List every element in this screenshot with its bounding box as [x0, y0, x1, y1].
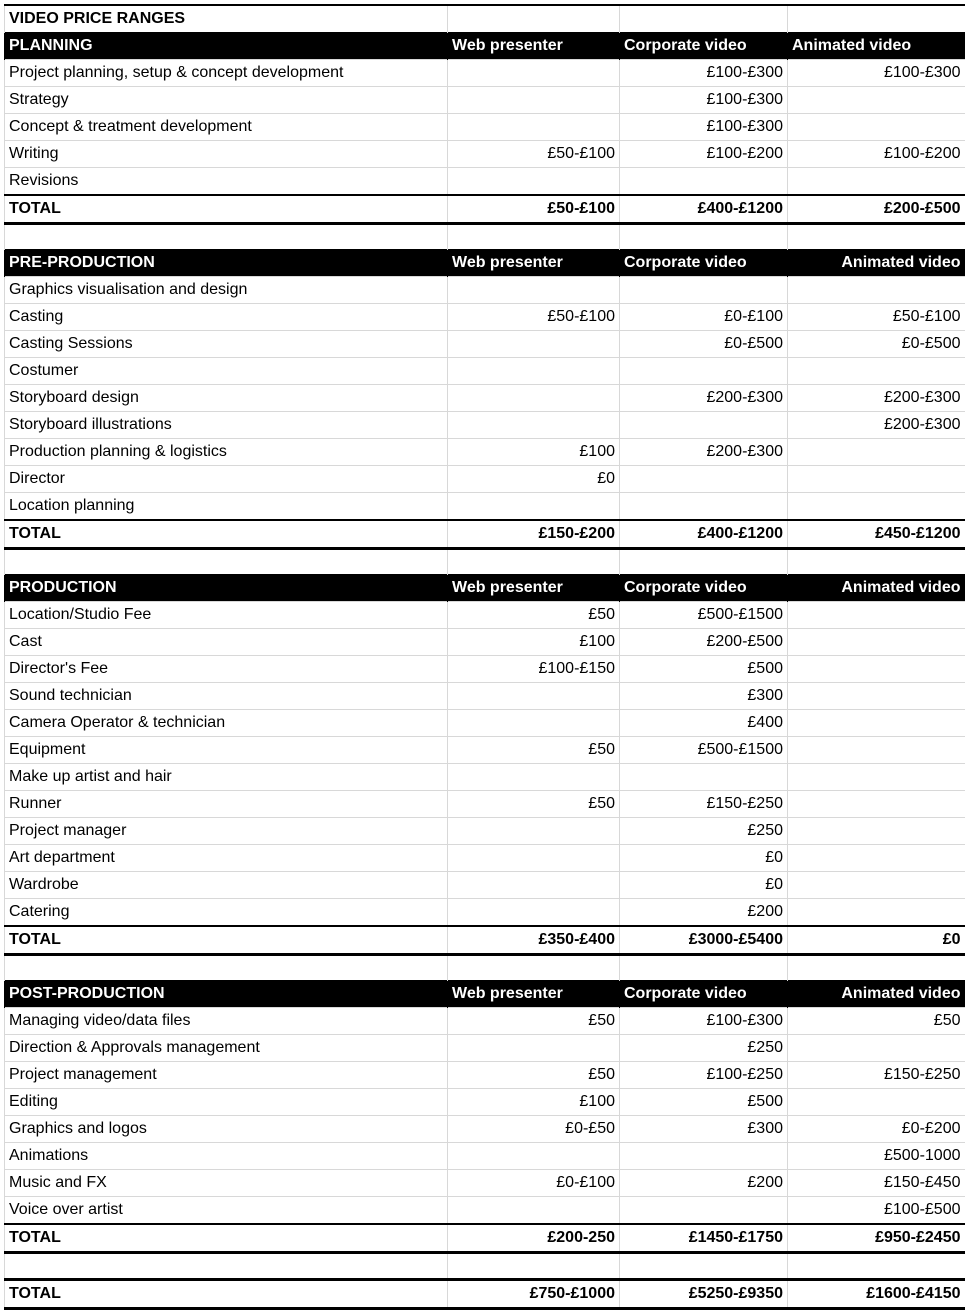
animated-video-price[interactable] — [788, 114, 965, 141]
line-item-row — [5, 764, 965, 791]
column-header-corporate[interactable]: Corporate video — [620, 33, 788, 60]
empty-cell[interactable] — [5, 224, 448, 250]
corporate-video-price[interactable] — [620, 277, 788, 304]
item-label[interactable]: Production planning & logistics — [5, 439, 448, 466]
section-total-row — [5, 520, 965, 549]
corporate-video-total[interactable]: £3000-£5400 — [620, 926, 788, 955]
corporate-video-price[interactable]: £200-£300 — [620, 439, 788, 466]
web-presenter-total[interactable]: £350-£400 — [448, 926, 620, 955]
line-item-row — [5, 629, 965, 656]
column-header-corporate[interactable]: Corporate video — [620, 981, 788, 1008]
column-header-animated[interactable]: Animated video — [788, 33, 965, 60]
corporate-video-price[interactable] — [620, 358, 788, 385]
line-item-row — [5, 710, 965, 737]
web-presenter-grand-total[interactable]: £750-£1000 — [448, 1280, 620, 1309]
line-item-row — [5, 1197, 965, 1225]
line-item-row — [5, 899, 965, 927]
section-name[interactable]: PRE-PRODUCTION — [5, 250, 448, 277]
animated-video-price[interactable] — [788, 493, 965, 521]
item-label[interactable]: Project management — [5, 1062, 448, 1089]
line-item-row — [5, 385, 965, 412]
line-item-row — [5, 683, 965, 710]
animated-video-price[interactable] — [788, 818, 965, 845]
line-item-row — [5, 602, 965, 629]
item-label[interactable]: Camera Operator & technician — [5, 710, 448, 737]
animated-video-price[interactable] — [788, 1035, 965, 1062]
corporate-video-price[interactable] — [620, 493, 788, 521]
column-header-web[interactable]: Web presenter — [448, 250, 620, 277]
column-header-corporate[interactable]: Corporate video — [620, 575, 788, 602]
corporate-video-price[interactable]: £100-£250 — [620, 1062, 788, 1089]
corporate-video-price[interactable]: £100-£300 — [620, 87, 788, 114]
line-item-row — [5, 818, 965, 845]
empty-cell[interactable] — [788, 5, 965, 33]
column-header-web[interactable]: Web presenter — [448, 981, 620, 1008]
corporate-video-price[interactable]: £300 — [620, 683, 788, 710]
line-item-row — [5, 358, 965, 385]
web-presenter-price[interactable] — [448, 358, 620, 385]
web-presenter-price[interactable] — [448, 683, 620, 710]
animated-video-price[interactable] — [788, 1089, 965, 1116]
corporate-video-price[interactable]: £200 — [620, 899, 788, 927]
line-item-row — [5, 1170, 965, 1197]
animated-video-price[interactable] — [788, 466, 965, 493]
line-item-row — [5, 791, 965, 818]
line-item-row — [5, 87, 965, 114]
web-presenter-price[interactable] — [448, 168, 620, 196]
column-header-web[interactable]: Web presenter — [448, 33, 620, 60]
animated-video-price[interactable] — [788, 683, 965, 710]
animated-video-price[interactable]: £200-£300 — [788, 412, 965, 439]
corporate-video-total[interactable]: £1450-£1750 — [620, 1224, 788, 1253]
section-header-row — [5, 250, 965, 277]
item-label[interactable]: Writing — [5, 141, 448, 168]
animated-video-price[interactable] — [788, 439, 965, 466]
item-label[interactable]: Storyboard illustrations — [5, 412, 448, 439]
spacer-row — [5, 549, 965, 575]
spacer-row — [5, 224, 965, 250]
web-presenter-price[interactable] — [448, 412, 620, 439]
line-item-row — [5, 1035, 965, 1062]
animated-video-total[interactable]: £0 — [788, 926, 965, 955]
total-label[interactable]: TOTAL — [5, 520, 448, 549]
section-total-row — [5, 1224, 965, 1253]
item-label[interactable]: Music and FX — [5, 1170, 448, 1197]
corporate-video-price[interactable] — [620, 764, 788, 791]
section-total-row — [5, 926, 965, 955]
empty-cell[interactable] — [620, 955, 788, 981]
web-presenter-price[interactable] — [448, 872, 620, 899]
item-label[interactable]: Casting Sessions — [5, 331, 448, 358]
total-label[interactable]: TOTAL — [5, 1224, 448, 1253]
section-name[interactable]: PLANNING — [5, 33, 448, 60]
web-presenter-total[interactable]: £50-£100 — [448, 195, 620, 224]
line-item-row — [5, 1116, 965, 1143]
sheet-body — [5, 5, 965, 1309]
web-presenter-price[interactable]: £50 — [448, 602, 620, 629]
web-presenter-price[interactable]: £50 — [448, 1062, 620, 1089]
web-presenter-price[interactable] — [448, 710, 620, 737]
item-label[interactable]: Graphics and logos — [5, 1116, 448, 1143]
corporate-video-price[interactable]: £100-£300 — [620, 60, 788, 87]
animated-video-price[interactable] — [788, 358, 965, 385]
empty-cell[interactable] — [5, 549, 448, 575]
total-label[interactable]: TOTAL — [5, 195, 448, 224]
line-item-row — [5, 439, 965, 466]
web-presenter-price[interactable]: £50-£100 — [448, 304, 620, 331]
animated-video-price[interactable] — [788, 629, 965, 656]
animated-video-price[interactable]: £150-£450 — [788, 1170, 965, 1197]
animated-video-price[interactable] — [788, 899, 965, 927]
animated-video-price[interactable] — [788, 872, 965, 899]
line-item-row — [5, 1143, 965, 1170]
sheet-title[interactable]: VIDEO PRICE RANGES — [5, 5, 448, 33]
grand-total-label[interactable]: TOTAL — [5, 1280, 448, 1309]
item-label[interactable]: Project planning, setup & concept development — [5, 60, 448, 87]
total-label[interactable]: TOTAL — [5, 926, 448, 955]
animated-video-price[interactable] — [788, 168, 965, 196]
empty-cell[interactable] — [448, 955, 620, 981]
corporate-video-price[interactable]: £500-£1500 — [620, 737, 788, 764]
web-presenter-price[interactable]: £100 — [448, 629, 620, 656]
animated-video-price[interactable] — [788, 764, 965, 791]
empty-cell[interactable] — [788, 549, 965, 575]
line-item-row — [5, 1008, 965, 1035]
line-item-row — [5, 331, 965, 358]
item-label[interactable]: Director — [5, 466, 448, 493]
corporate-video-price[interactable]: £300 — [620, 1116, 788, 1143]
corporate-video-price[interactable]: £0-£100 — [620, 304, 788, 331]
web-presenter-total[interactable]: £150-£200 — [448, 520, 620, 549]
section-header-row — [5, 33, 965, 60]
corporate-video-price[interactable]: £200 — [620, 1170, 788, 1197]
animated-video-grand-total[interactable]: £1600-£4150 — [788, 1280, 965, 1309]
empty-cell[interactable] — [5, 1253, 448, 1280]
item-label[interactable]: Make up artist and hair — [5, 764, 448, 791]
empty-cell[interactable] — [788, 224, 965, 250]
web-presenter-price[interactable]: £50 — [448, 1008, 620, 1035]
animated-video-total[interactable]: £450-£1200 — [788, 520, 965, 549]
line-item-row — [5, 304, 965, 331]
web-presenter-price[interactable] — [448, 1143, 620, 1170]
web-presenter-price[interactable]: £50-£100 — [448, 141, 620, 168]
animated-video-price[interactable] — [788, 277, 965, 304]
animated-video-total[interactable]: £200-£500 — [788, 195, 965, 224]
item-label[interactable]: Direction & Approvals management — [5, 1035, 448, 1062]
web-presenter-price[interactable] — [448, 385, 620, 412]
corporate-video-price[interactable]: £500-£1500 — [620, 602, 788, 629]
line-item-row — [5, 466, 965, 493]
corporate-video-price[interactable] — [620, 168, 788, 196]
corporate-video-price[interactable]: £0 — [620, 845, 788, 872]
corporate-video-price[interactable]: £150-£250 — [620, 791, 788, 818]
animated-video-price[interactable]: £50-£100 — [788, 304, 965, 331]
empty-cell[interactable] — [620, 224, 788, 250]
column-header-web[interactable]: Web presenter — [448, 575, 620, 602]
web-presenter-price[interactable]: £100-£150 — [448, 656, 620, 683]
web-presenter-price[interactable] — [448, 899, 620, 927]
corporate-video-price[interactable] — [620, 1143, 788, 1170]
web-presenter-price[interactable] — [448, 87, 620, 114]
item-label[interactable]: Runner — [5, 791, 448, 818]
web-presenter-price[interactable] — [448, 60, 620, 87]
corporate-video-price[interactable]: £100-£300 — [620, 114, 788, 141]
web-presenter-price[interactable]: £0-£50 — [448, 1116, 620, 1143]
animated-video-price[interactable] — [788, 845, 965, 872]
line-item-row — [5, 114, 965, 141]
item-label[interactable]: Storyboard design — [5, 385, 448, 412]
web-presenter-price[interactable]: £100 — [448, 1089, 620, 1116]
animated-video-price[interactable] — [788, 791, 965, 818]
web-presenter-price[interactable] — [448, 114, 620, 141]
item-label[interactable]: Animations — [5, 1143, 448, 1170]
item-label[interactable]: Director's Fee — [5, 656, 448, 683]
animated-video-total[interactable]: £950-£2450 — [788, 1224, 965, 1253]
corporate-video-price[interactable]: £500 — [620, 656, 788, 683]
spacer-row — [5, 955, 965, 981]
empty-cell[interactable] — [448, 549, 620, 575]
line-item-row — [5, 656, 965, 683]
empty-cell[interactable] — [448, 1253, 620, 1280]
item-label[interactable]: Revisions — [5, 168, 448, 196]
empty-cell[interactable] — [788, 1253, 965, 1280]
animated-video-price[interactable] — [788, 737, 965, 764]
web-presenter-price[interactable]: £50 — [448, 737, 620, 764]
item-label[interactable]: Concept & treatment development — [5, 114, 448, 141]
column-header-corporate[interactable]: Corporate video — [620, 250, 788, 277]
item-label[interactable]: Project manager — [5, 818, 448, 845]
corporate-video-price[interactable]: £200-£500 — [620, 629, 788, 656]
section-total-row — [5, 195, 965, 224]
item-label[interactable]: Costumer — [5, 358, 448, 385]
web-presenter-price[interactable]: £0-£100 — [448, 1170, 620, 1197]
column-header-animated[interactable]: Animated video — [788, 575, 965, 602]
corporate-video-price[interactable]: £100-£200 — [620, 141, 788, 168]
animated-video-price[interactable] — [788, 710, 965, 737]
corporate-video-total[interactable]: £400-£1200 — [620, 520, 788, 549]
empty-cell[interactable] — [788, 955, 965, 981]
web-presenter-price[interactable] — [448, 845, 620, 872]
item-label[interactable]: Equipment — [5, 737, 448, 764]
section-name[interactable]: POST-PRODUCTION — [5, 981, 448, 1008]
web-presenter-price[interactable] — [448, 331, 620, 358]
animated-video-price[interactable] — [788, 602, 965, 629]
web-presenter-total[interactable]: £200-250 — [448, 1224, 620, 1253]
item-label[interactable]: Graphics visualisation and design — [5, 277, 448, 304]
corporate-video-price[interactable]: £0 — [620, 872, 788, 899]
empty-cell[interactable] — [620, 549, 788, 575]
web-presenter-price[interactable]: £0 — [448, 466, 620, 493]
empty-cell[interactable] — [448, 5, 620, 33]
web-presenter-price[interactable]: £50 — [448, 791, 620, 818]
spacer-row — [5, 1253, 965, 1280]
line-item-row — [5, 1089, 965, 1116]
corporate-video-price[interactable]: £250 — [620, 1035, 788, 1062]
item-label[interactable]: Location planning — [5, 493, 448, 521]
line-item-row — [5, 493, 965, 521]
line-item-row — [5, 412, 965, 439]
animated-video-price[interactable]: £50 — [788, 1008, 965, 1035]
animated-video-price[interactable]: £200-£300 — [788, 385, 965, 412]
empty-cell[interactable] — [620, 5, 788, 33]
corporate-video-total[interactable]: £400-£1200 — [620, 195, 788, 224]
corporate-video-grand-total[interactable]: £5250-£9350 — [620, 1280, 788, 1309]
price-ranges-sheet — [4, 4, 965, 1310]
corporate-video-price[interactable] — [620, 466, 788, 493]
grand-total-row — [5, 1280, 965, 1309]
item-label[interactable]: Editing — [5, 1089, 448, 1116]
corporate-video-price[interactable] — [620, 412, 788, 439]
corporate-video-price[interactable]: £0-£500 — [620, 331, 788, 358]
item-label[interactable]: Catering — [5, 899, 448, 927]
web-presenter-price[interactable] — [448, 277, 620, 304]
section-header-row — [5, 981, 965, 1008]
corporate-video-price[interactable]: £200-£300 — [620, 385, 788, 412]
line-item-row — [5, 141, 965, 168]
animated-video-price[interactable]: £0-£200 — [788, 1116, 965, 1143]
item-label[interactable]: Cast — [5, 629, 448, 656]
item-label[interactable]: Voice over artist — [5, 1197, 448, 1225]
line-item-row — [5, 60, 965, 87]
sheet-title-row — [5, 5, 965, 33]
animated-video-price[interactable]: £150-£250 — [788, 1062, 965, 1089]
corporate-video-price[interactable]: £100-£300 — [620, 1008, 788, 1035]
animated-video-price[interactable]: £500-1000 — [788, 1143, 965, 1170]
animated-video-price[interactable]: £100-£200 — [788, 141, 965, 168]
item-label[interactable]: Managing video/data files — [5, 1008, 448, 1035]
animated-video-price[interactable]: £0-£500 — [788, 331, 965, 358]
empty-cell[interactable] — [620, 1253, 788, 1280]
line-item-row — [5, 737, 965, 764]
item-label[interactable]: Strategy — [5, 87, 448, 114]
corporate-video-price[interactable]: £500 — [620, 1089, 788, 1116]
web-presenter-price[interactable] — [448, 1197, 620, 1225]
corporate-video-price[interactable] — [620, 1197, 788, 1225]
item-label[interactable]: Wardrobe — [5, 872, 448, 899]
empty-cell[interactable] — [448, 224, 620, 250]
animated-video-price[interactable]: £100-£500 — [788, 1197, 965, 1225]
animated-video-price[interactable] — [788, 87, 965, 114]
empty-cell[interactable] — [5, 955, 448, 981]
line-item-row — [5, 277, 965, 304]
item-label[interactable]: Location/Studio Fee — [5, 602, 448, 629]
web-presenter-price[interactable] — [448, 764, 620, 791]
animated-video-price[interactable]: £100-£300 — [788, 60, 965, 87]
corporate-video-price[interactable]: £250 — [620, 818, 788, 845]
web-presenter-price[interactable] — [448, 493, 620, 521]
line-item-row — [5, 872, 965, 899]
web-presenter-price[interactable]: £100 — [448, 439, 620, 466]
section-header-row — [5, 575, 965, 602]
item-label[interactable]: Sound technician — [5, 683, 448, 710]
item-label[interactable]: Casting — [5, 304, 448, 331]
item-label[interactable]: Art department — [5, 845, 448, 872]
column-header-animated[interactable]: Animated video — [788, 250, 965, 277]
line-item-row — [5, 1062, 965, 1089]
animated-video-price[interactable] — [788, 656, 965, 683]
corporate-video-price[interactable]: £400 — [620, 710, 788, 737]
web-presenter-price[interactable] — [448, 1035, 620, 1062]
line-item-row — [5, 168, 965, 196]
column-header-animated[interactable]: Animated video — [788, 981, 965, 1008]
line-item-row — [5, 845, 965, 872]
section-name[interactable]: PRODUCTION — [5, 575, 448, 602]
web-presenter-price[interactable] — [448, 818, 620, 845]
